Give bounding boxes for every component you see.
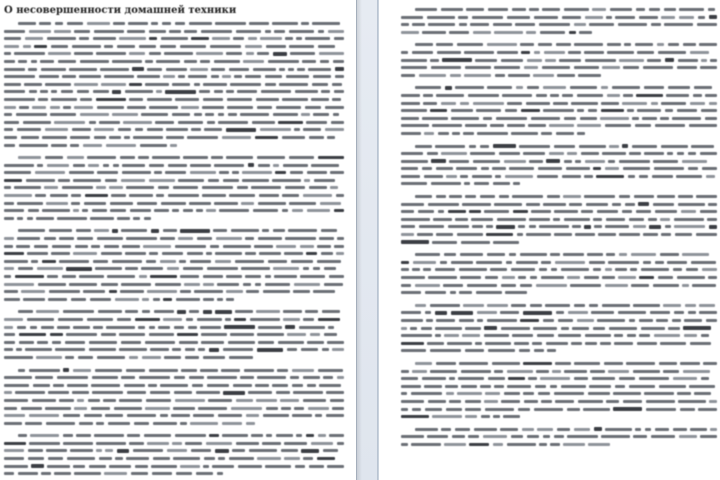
text-line (4, 273, 346, 281)
text-line (4, 296, 346, 304)
paragraph (4, 154, 346, 222)
text-line (401, 180, 718, 188)
text-line (4, 154, 346, 162)
text-line (401, 251, 718, 259)
text-line (4, 420, 346, 428)
text-line (4, 215, 346, 223)
text-line (4, 389, 346, 397)
text-line (401, 201, 718, 209)
text-line (401, 282, 718, 290)
text-line (401, 332, 718, 340)
text-line (4, 288, 346, 296)
text-line (401, 49, 718, 57)
text-line (4, 66, 346, 74)
text-line (4, 192, 346, 200)
paragraph (401, 193, 718, 246)
paragraph (401, 143, 718, 189)
text-line (4, 177, 346, 185)
text-line (401, 14, 718, 22)
text-line (401, 223, 718, 231)
text-line (4, 235, 346, 243)
text-line (401, 193, 718, 201)
text-line (401, 340, 718, 348)
text-line (401, 274, 718, 282)
text-line (401, 398, 718, 406)
text-line (4, 126, 346, 134)
text-line (401, 441, 718, 449)
paragraph (401, 251, 718, 297)
text-line (401, 368, 718, 376)
text-line (401, 29, 718, 37)
text-line (401, 433, 718, 441)
text-line (4, 339, 346, 347)
text-line (401, 406, 718, 414)
text-line (401, 347, 718, 355)
text-line (401, 173, 718, 181)
text-line (401, 41, 718, 49)
text-line (401, 72, 718, 80)
text-line (4, 20, 346, 28)
text-line (4, 455, 346, 463)
text-line (4, 119, 346, 127)
text-line (401, 309, 718, 317)
document-heading: О несовершенности домашней техники (4, 5, 237, 16)
text-line (4, 169, 346, 177)
text-line (4, 324, 346, 332)
text-line (4, 367, 346, 375)
text-line (4, 96, 346, 104)
text-line (4, 243, 346, 251)
text-line (401, 165, 718, 173)
text-line (401, 375, 718, 383)
text-line (401, 239, 718, 247)
text-line (4, 58, 346, 66)
text-line (4, 470, 346, 478)
text-line (401, 325, 718, 333)
text-line (4, 463, 346, 471)
text-line (4, 346, 346, 354)
text-line (401, 259, 718, 267)
text-line (4, 43, 346, 51)
page-body (4, 20, 346, 478)
paragraph (4, 20, 346, 149)
text-line (401, 130, 718, 138)
text-line (401, 150, 718, 158)
text-line (401, 115, 718, 123)
text-line (401, 216, 718, 224)
paragraph (401, 302, 718, 355)
text-line (4, 440, 346, 448)
text-line (4, 88, 346, 96)
text-line (4, 50, 346, 58)
paragraph (4, 227, 346, 303)
text-line (401, 266, 718, 274)
text-line (401, 383, 718, 391)
text-line (4, 162, 346, 170)
text-line (4, 111, 346, 119)
paragraph (401, 6, 718, 36)
text-line (401, 302, 718, 310)
text-line (4, 382, 346, 390)
text-line (4, 81, 346, 89)
text-line (4, 35, 346, 43)
paragraph (401, 41, 718, 79)
text-line (401, 57, 718, 65)
text-line (4, 281, 346, 289)
paragraph (4, 432, 346, 478)
text-line (4, 104, 346, 112)
document-page-left (0, 0, 356, 480)
text-line (401, 64, 718, 72)
paragraph (4, 308, 346, 361)
text-line (4, 134, 346, 142)
text-line (401, 390, 718, 398)
text-line (401, 413, 718, 421)
text-line (4, 405, 346, 413)
page-shadow (356, 0, 362, 480)
text-line (401, 143, 718, 151)
text-line (4, 227, 346, 235)
text-line (4, 200, 346, 208)
text-line (4, 265, 346, 273)
text-line (4, 397, 346, 405)
paragraph (401, 426, 718, 449)
text-line (4, 432, 346, 440)
text-line (401, 107, 718, 115)
document-page-right (378, 0, 720, 480)
text-line (401, 92, 718, 100)
text-line (401, 6, 718, 14)
text-line (4, 184, 346, 192)
text-line (401, 360, 718, 368)
paragraph (401, 84, 718, 137)
paragraph (4, 367, 346, 428)
text-line (401, 21, 718, 29)
text-line (4, 258, 346, 266)
text-line (4, 207, 346, 215)
text-line (401, 208, 718, 216)
text-line (4, 412, 346, 420)
text-line (401, 289, 718, 297)
text-line (4, 447, 346, 455)
paragraph (401, 360, 718, 421)
text-line (4, 374, 346, 382)
text-line (401, 158, 718, 166)
text-line (4, 142, 346, 150)
text-line (4, 354, 346, 362)
text-line (4, 28, 346, 36)
page-body (401, 6, 718, 448)
text-line (401, 426, 718, 434)
text-line (4, 250, 346, 258)
text-line (401, 84, 718, 92)
text-line (4, 316, 346, 324)
text-line (4, 331, 346, 339)
text-line (4, 73, 346, 81)
text-line (4, 308, 346, 316)
text-line (401, 122, 718, 130)
text-line (401, 231, 718, 239)
text-line (401, 100, 718, 108)
text-line (401, 317, 718, 325)
